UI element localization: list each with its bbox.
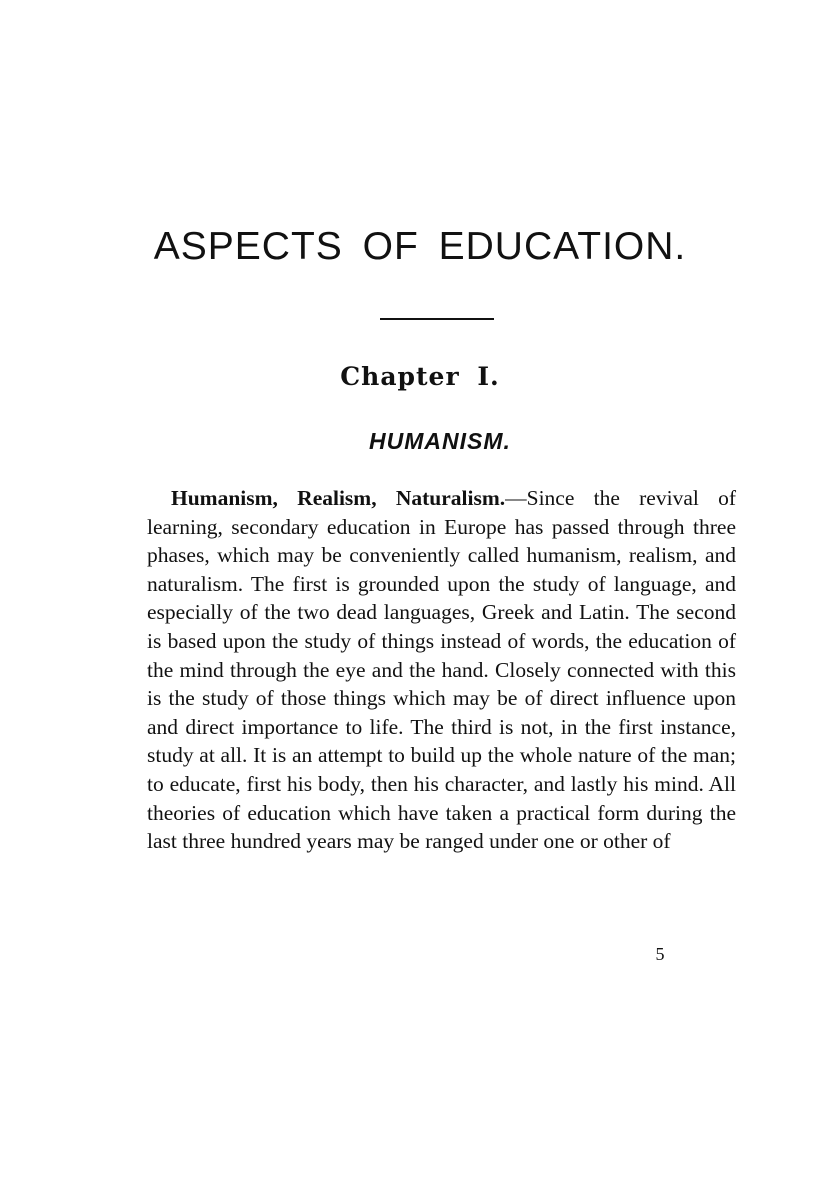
paragraph-text: —Since the revival of learning, secondary education in Europe has passed through three phases, which may be conveniently called humanism, realism, and naturalism. The first is grounded upon the study of language, and especially of the two dead languages, Greek and Latin. The second is based upon the study of things instead of words, the education of the mind through the eye and the hand. Closely connected with this is the study of those things which may be of direct influence upon and direct importance to life. The third is not, in the first instance, study at all. It is an attempt to build up the whole nature of the man; to educate, first his body, then his character, and lastly his mind. All theories of education which have taken a practical form during the last three hundred years may be ranged under one or other of: [147, 486, 736, 854]
run-in-heading: Humanism, Realism, Naturalism.: [171, 486, 506, 510]
book-title: ASPECTS OF EDUCATION.: [153, 225, 687, 268]
chapter-title: HUMANISM.: [369, 428, 511, 454]
title-divider: [380, 318, 494, 320]
page-number: 5: [655, 944, 665, 964]
body-paragraph: [147, 484, 736, 856]
chapter-heading: Chapter I.: [340, 362, 500, 391]
